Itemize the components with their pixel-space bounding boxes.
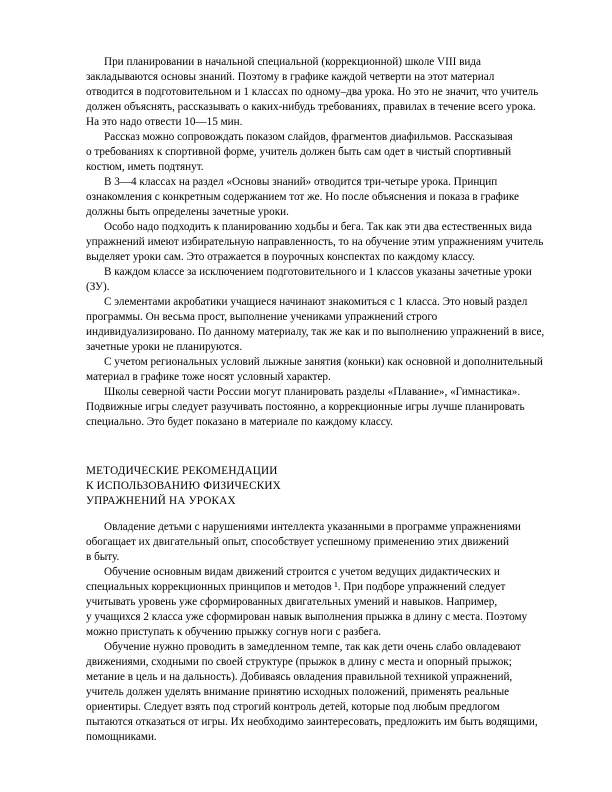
text-line: закладываются основы знаний. Поэтому в графике каждой четверти на этот материал xyxy=(86,71,495,83)
paragraph-recommendations xyxy=(86,520,572,745)
text-line: должны быть определены зачетные уроки. xyxy=(86,206,289,218)
text-line: В 3—4 классах на раздел «Основы знаний» отводится три-четыре урока. Принцип xyxy=(104,176,498,188)
text-line: (ЗУ). xyxy=(86,281,110,293)
heading-line: К ИСПОЛЬЗОВАНИЮ ФИЗИЧЕСКИХ xyxy=(86,480,281,492)
text-line: ориентиры. Следует взять под строгий контроль детей, которые под любым предлогом xyxy=(86,701,500,713)
text-line: С учетом региональных условий лыжные занятия (коньки) как основной и дополнительный xyxy=(104,356,543,368)
text-line: обогащает их двигательный опыт, способствует успешному применению этих движений xyxy=(86,536,509,548)
text-line: Овладение детьми с нарушениями интеллекта указанными в программе упражнениями xyxy=(104,521,521,533)
text-line: движениями, сходными по своей структуре (прыжок в длину с места и опорный прыжок; xyxy=(86,656,512,668)
text-line: упражнений имеют избирательную направленность, то на обучение этим упражнениям учитель xyxy=(86,236,544,248)
text-line: Подвижные игры следует разучивать постоянно, а коррекционные игры лучше планировать xyxy=(86,401,525,413)
text-line: специально. Это будет показано в материале по каждому классу. xyxy=(86,416,393,428)
text-line: Обучение основным видам движений строится с учетом ведущих дидактических и xyxy=(104,566,500,578)
text-line: у учащихся 2 класса уже сформирован навык выполнения прыжка в длину с места. Поэтому xyxy=(86,611,528,623)
text-line: можно приступать к обучению прыжку согнув ноги с разбега. xyxy=(86,626,382,638)
text-line: в быту. xyxy=(86,551,120,563)
text-line: специальных коррекционных принципов и методов ¹. При подборе упражнений следует xyxy=(86,581,506,593)
text-line: помощниками. xyxy=(86,731,157,743)
text-line: Рассказ можно сопровождать показом слайдов, фрагментов диафильмов. Рассказывая xyxy=(104,131,513,143)
heading-line: УПРАЖНЕНИЙ НА УРОКАХ xyxy=(86,495,236,507)
text-line: зачетные уроки не планируются. xyxy=(86,341,243,353)
text-line: С элементами акробатики учащиеся начинают знакомиться с 1 класса. Это новый раздел xyxy=(104,296,528,308)
heading-line: МЕТОДИЧЕСКИЕ РЕКОМЕНДАЦИИ xyxy=(86,465,278,477)
text-line: пытаются отказаться от игры. Их необходимо заинтересовать, предложить им быть водящими, xyxy=(86,716,538,728)
text-line: программы. Он весьма прост, выполнение учениками упражнений строго xyxy=(86,311,438,323)
text-line: Особо надо подходить к планированию ходьбы и бега. Так как эти два естественных вида xyxy=(104,221,532,233)
text-line: учитель должен уделять внимание принятию исходных положений, применять реальные xyxy=(86,686,510,698)
text-line: отводится в подготовительном и 1 классах по одному–два урока. Но это не значит, что учитель xyxy=(86,86,539,98)
text-line: Обучение нужно проводить в замедленном темпе, так как дети очень слабо овладевают xyxy=(104,641,521,653)
text-line: о требованиях к спортивной форме, учитель должен быть сам одет в чистый спортивный xyxy=(86,146,512,158)
text-line: При планировании в начальной специальной (коррекционной) школе VIII вида xyxy=(104,56,482,68)
text-line: В каждом классе за исключением подготовительного и 1 классов указаны зачетные уроки xyxy=(104,266,532,278)
text-line: ознакомления с конкретным содержанием тот же. Но после объяснения и показа в графике xyxy=(86,191,520,203)
section-heading xyxy=(86,464,572,509)
text-line: Школы северной части России могут планировать разделы «Плавание», «Гимнастика». xyxy=(104,386,521,398)
paragraph-planning xyxy=(86,55,572,430)
text-line: На это надо отвести 10—15 мин. xyxy=(86,116,243,128)
text-line: учитывать уровень уже сформированных двигательных умений и навыков. Например, xyxy=(86,596,498,608)
text-line: должен объяснять, рассказывать о каких-нибудь требованиях, правилах в течение всего урока. xyxy=(86,101,536,113)
text-line: материал в графике тоже носят условный характер. xyxy=(86,371,331,383)
text-line: метание в цель и на дальность). Добиваясь овладения правильной техникой упражнений, xyxy=(86,671,513,683)
text-line: индивидуализировано. По данному материалу, так же как и по выполнению упражнений в висе, xyxy=(86,326,545,338)
text-line: костюм, иметь подтянут. xyxy=(86,161,204,173)
text-line: выделяет уроки сам. Это отражается в поурочных конспектах по каждому классу. xyxy=(86,251,475,263)
